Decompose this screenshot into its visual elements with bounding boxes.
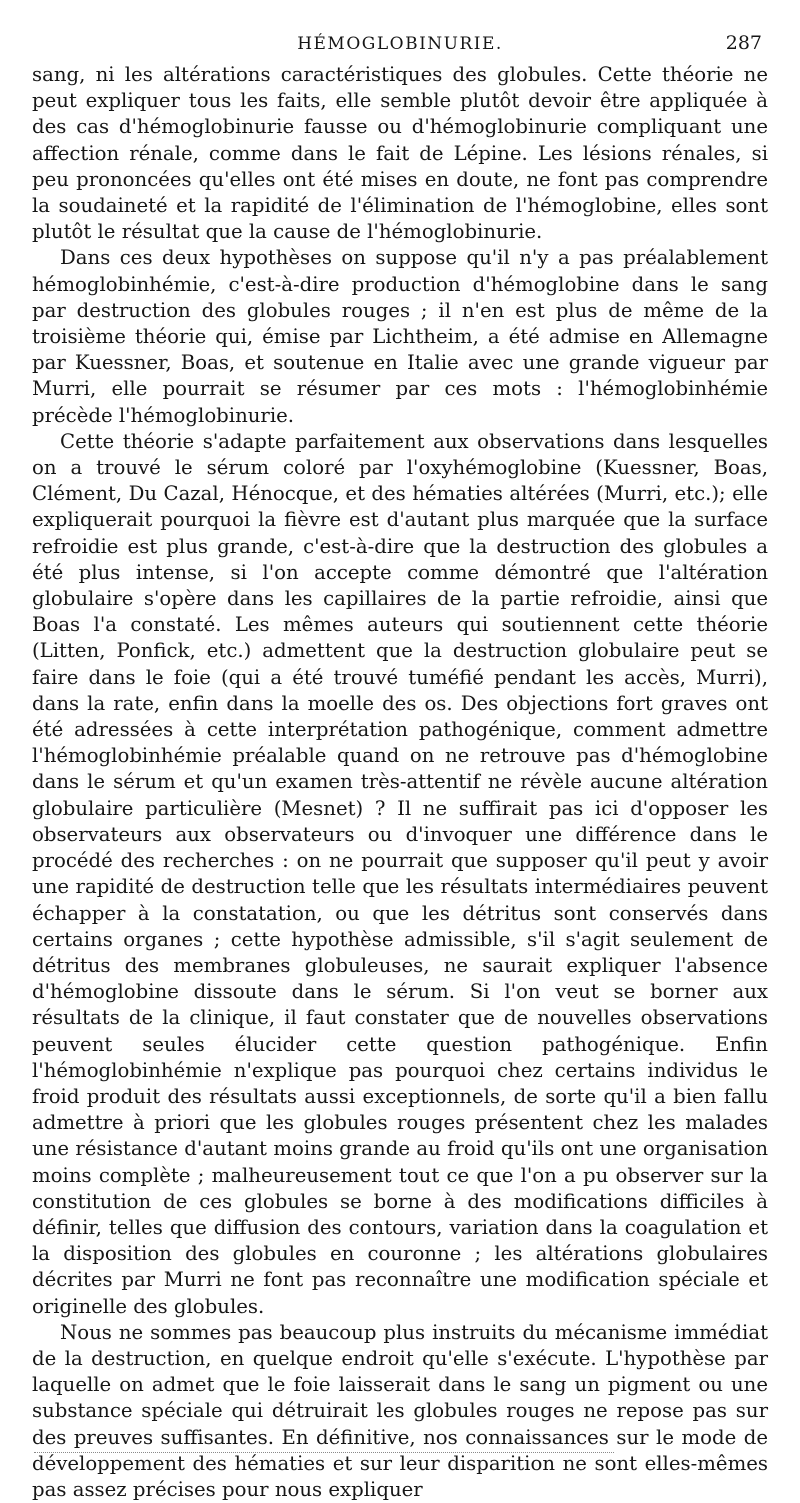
paragraph-2: Dans ces deux hypothèses on suppose qu'il n'y a pas préalablement hémoglobinhémie, c'est-à-dire production d'hémoglobine dans le sang par destruction des globules rouges ; il n'en est plus de même de la troisième théorie qui, émise par Lichtheim, a été admise en Allemagne par Kuessner, Boas, et soutenue en Italie avec une grande vigueur par Murri, elle pourrait se résumer par ces mots : l'hémoglobinhémie précède l'hémoglobinurie. [32, 246, 768, 427]
running-head [32, 30, 768, 56]
page-number: 287 [725, 32, 762, 54]
body-text [32, 62, 768, 1503]
paragraph-3: Cette théorie s'adapte parfaitement aux observations dans lesquelles on a trouvé le sérum coloré par l'oxyhémoglobine (Kuessner, Boas, Clément, Du Cazal, Hénocque, et des hématies altérées (Murri, etc.); elle expliquerait pourquoi la fièvre est d'autant plus marquée que la surface refroidie est plus grande, c'est-à-dire que la destruction des globules a été plus intense, si l'on accepte comme démontré que l'altération globulaire s'opère dans les capillaires de la partie refroidie, ainsi que Boas l'a constaté. Les mêmes auteurs qui soutiennent cette théorie (Litten, Ponfick, etc.) admettent que la destruction globulaire peut se faire dans le foie (qui a été trouvé tuméfié pendant les accès, Murri), dans la rate, enfin dans la moelle des os. Des objections fort graves ont été adressées à cette interprétation pathogénique, comment admettre l'hémoglobinhémie préalable quand on ne retrouve pas d'hémoglobine dans le sérum et qu'un examen très-attentif ne révèle aucune altération globulaire particulière (Mesnet) ? Il ne suffirait pas ici d'opposer les observateurs aux observateurs ou d'invoquer une différence dans le procédé des recherches : on ne pourrait que supposer qu'il peut y avoir une rapidité de destruction telle que les résultats intermédiaires peuvent échapper à la constatation, ou que les détritus sont conservés dans certains organes ; cette hypothèse admissible, s'il s'agit seulement de détritus des membranes globuleuses, ne saurait expliquer l'absence d'hémoglobine dissoute dans le sérum. Si l'on veut se borner aux résultats de la clinique, il faut constater que de nouvelles observations peuvent seules élucider cette question pathogénique. Enfin l'hémoglobinhémie n'explique pas pourquoi chez certains individus le froid produit des résultats aussi exceptionnels, de sorte qu'il a bien fallu admettre à priori que les globules rouges présentent chez les malades une résistance d'autant moins grande au froid qu'ils ont une organisation moins complète ; malheureusement tout ce que l'on a pu observer sur la constitution de ces globules se borne à des modifications difficiles à définir, telles que diffusion des contours, variation dans la coagulation et la disposition des globules en couronne ; les altérations globulaires décrites par Murri ne font pas reconnaître une modification spéciale et originelle des globules. [32, 429, 768, 1318]
paragraph-4: Nous ne sommes pas beaucoup plus instruits du mécanisme immédiat de la destruction, en quelque endroit qu'elle s'exécute. L'hypothèse par laquelle on admet que le foie laisserait dans le sang un pigment ou une substance spéciale qui détruirait les globules rouges ne repose pas sur des preuves suffisantes. En définitive, nos connaissances sur le mode de développement des hématies et sur leur disparition ne sont elles-mêmes pas assez précises pour nous expliquer [32, 1320, 768, 1501]
running-title: HÉMOGLOBINURIE. [297, 34, 503, 54]
footer-dotted-rule [34, 1452, 614, 1453]
paragraph-1: sang, ni les altérations caractéristiques des globules. Cette théorie ne peut expliquer tous les faits, elle semble plutôt devoir être appliquée à des cas d'hémoglobinurie fausse ou d'hémoglobinurie compliquant une affection rénale, comme dans le fait de Lépine. Les lésions rénales, si peu prononcées qu'elles ont été mises en doute, ne font pas comprendre la soudaineté et la rapidité de l'élimination de l'hémoglobine, elles sont plutôt le résultat que la cause de l'hémoglobinurie. [32, 63, 768, 244]
